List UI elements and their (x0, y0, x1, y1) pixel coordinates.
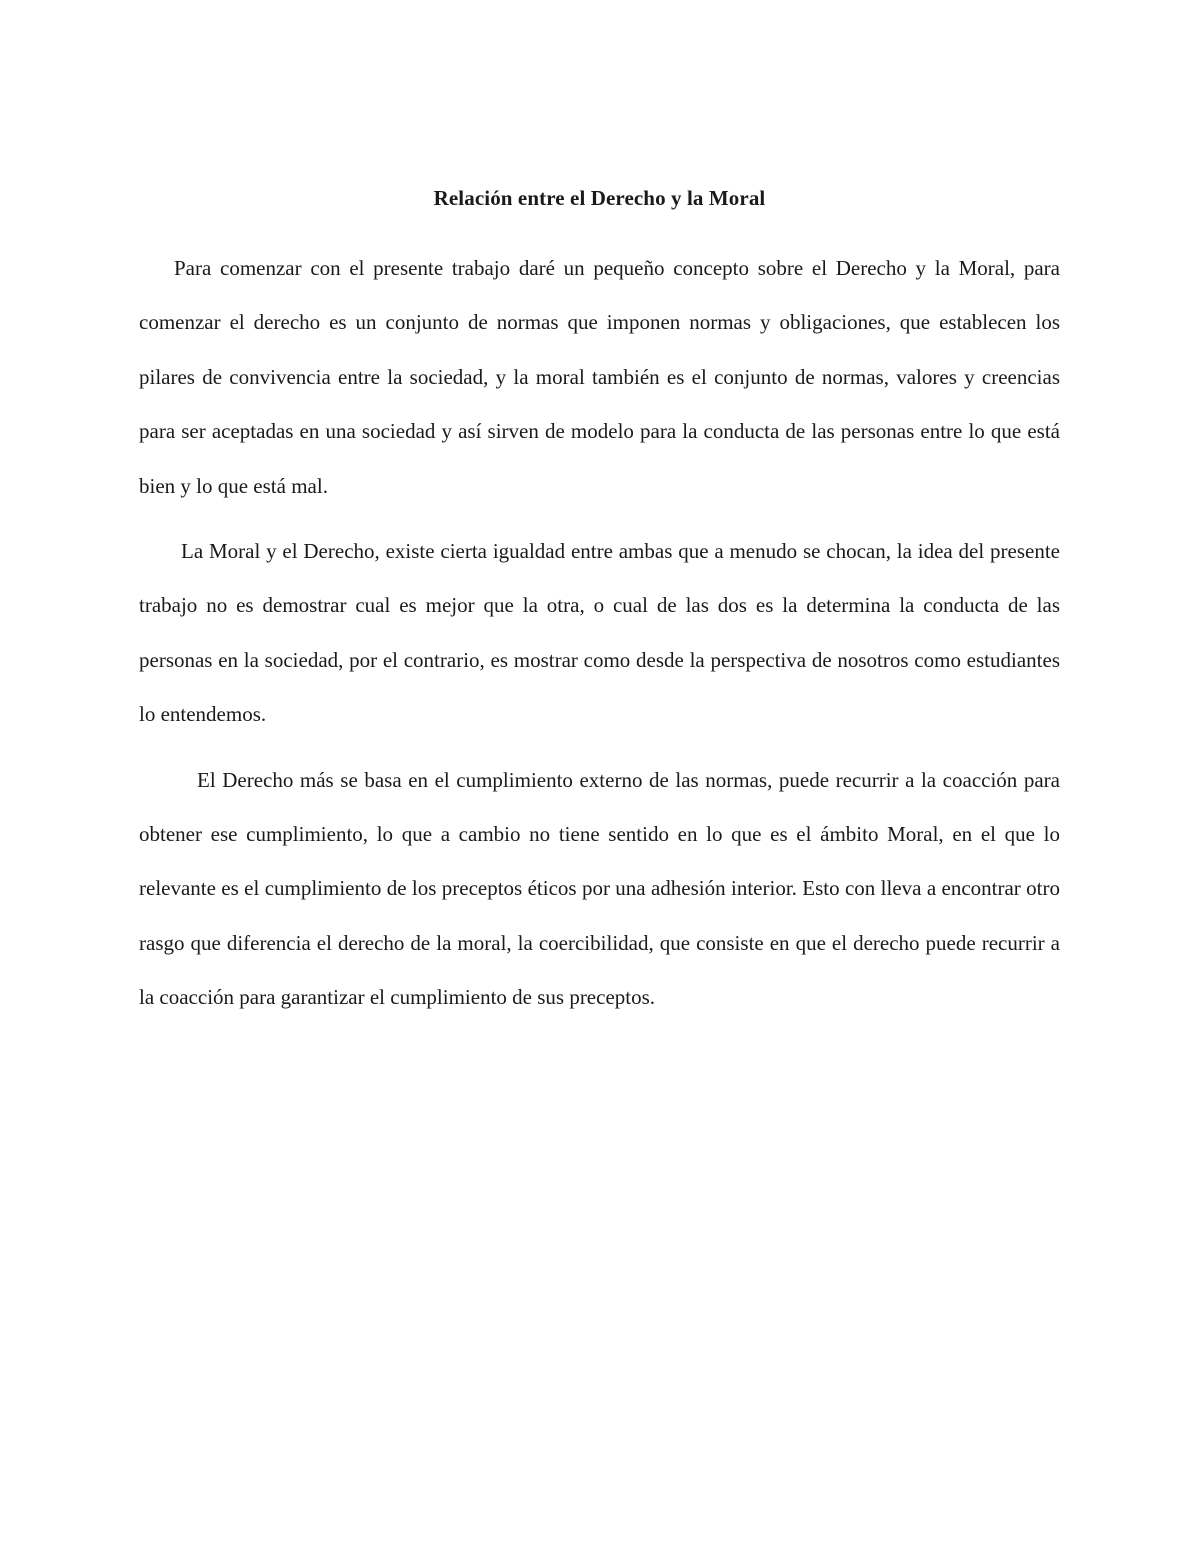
document-title: Relación entre el Derecho y la Moral (433, 186, 766, 210)
document-page (139, 178, 1060, 1036)
paragraph-comparison: La Moral y el Derecho, existe cierta igualdad entre ambas que a menudo se chocan, la idea del presente trabajo no es demostrar cual es mejor que la otra, o cual de las dos es la determina la conducta de las personas en la sociedad, por el contrario, es mostrar como desde la perspectiva de nosotros como estudiantes lo entendemos. (139, 539, 1060, 727)
paragraph-coercibility: El Derecho más se basa en el cumplimiento externo de las normas, puede recurrir a la coacción para obtener ese cumplimiento, lo que a cambio no tiene sentido en lo que es el ámbito Moral, en el que lo relevante es el cumplimiento de los preceptos éticos por una adhesión interior. Esto con lleva a encontrar otro rasgo que diferencia el derecho de la moral, la coercibilidad, que consiste en que el derecho puede recurrir a la coacción para garantizar el cumplimiento de sus preceptos. (139, 767, 1060, 1010)
paragraph-intro: Para comenzar con el presente trabajo daré un pequeño concepto sobre el Derecho y la Moral, para comenzar el derecho es un conjunto de normas que imponen normas y obligaciones, que establecen los pilares de convivencia entre la sociedad, y la moral también es el conjunto de normas, valores y creencias para ser aceptadas en una sociedad y así sirven de modelo para la conducta de las personas entre lo que está bien y lo que está mal. (139, 256, 1060, 498)
